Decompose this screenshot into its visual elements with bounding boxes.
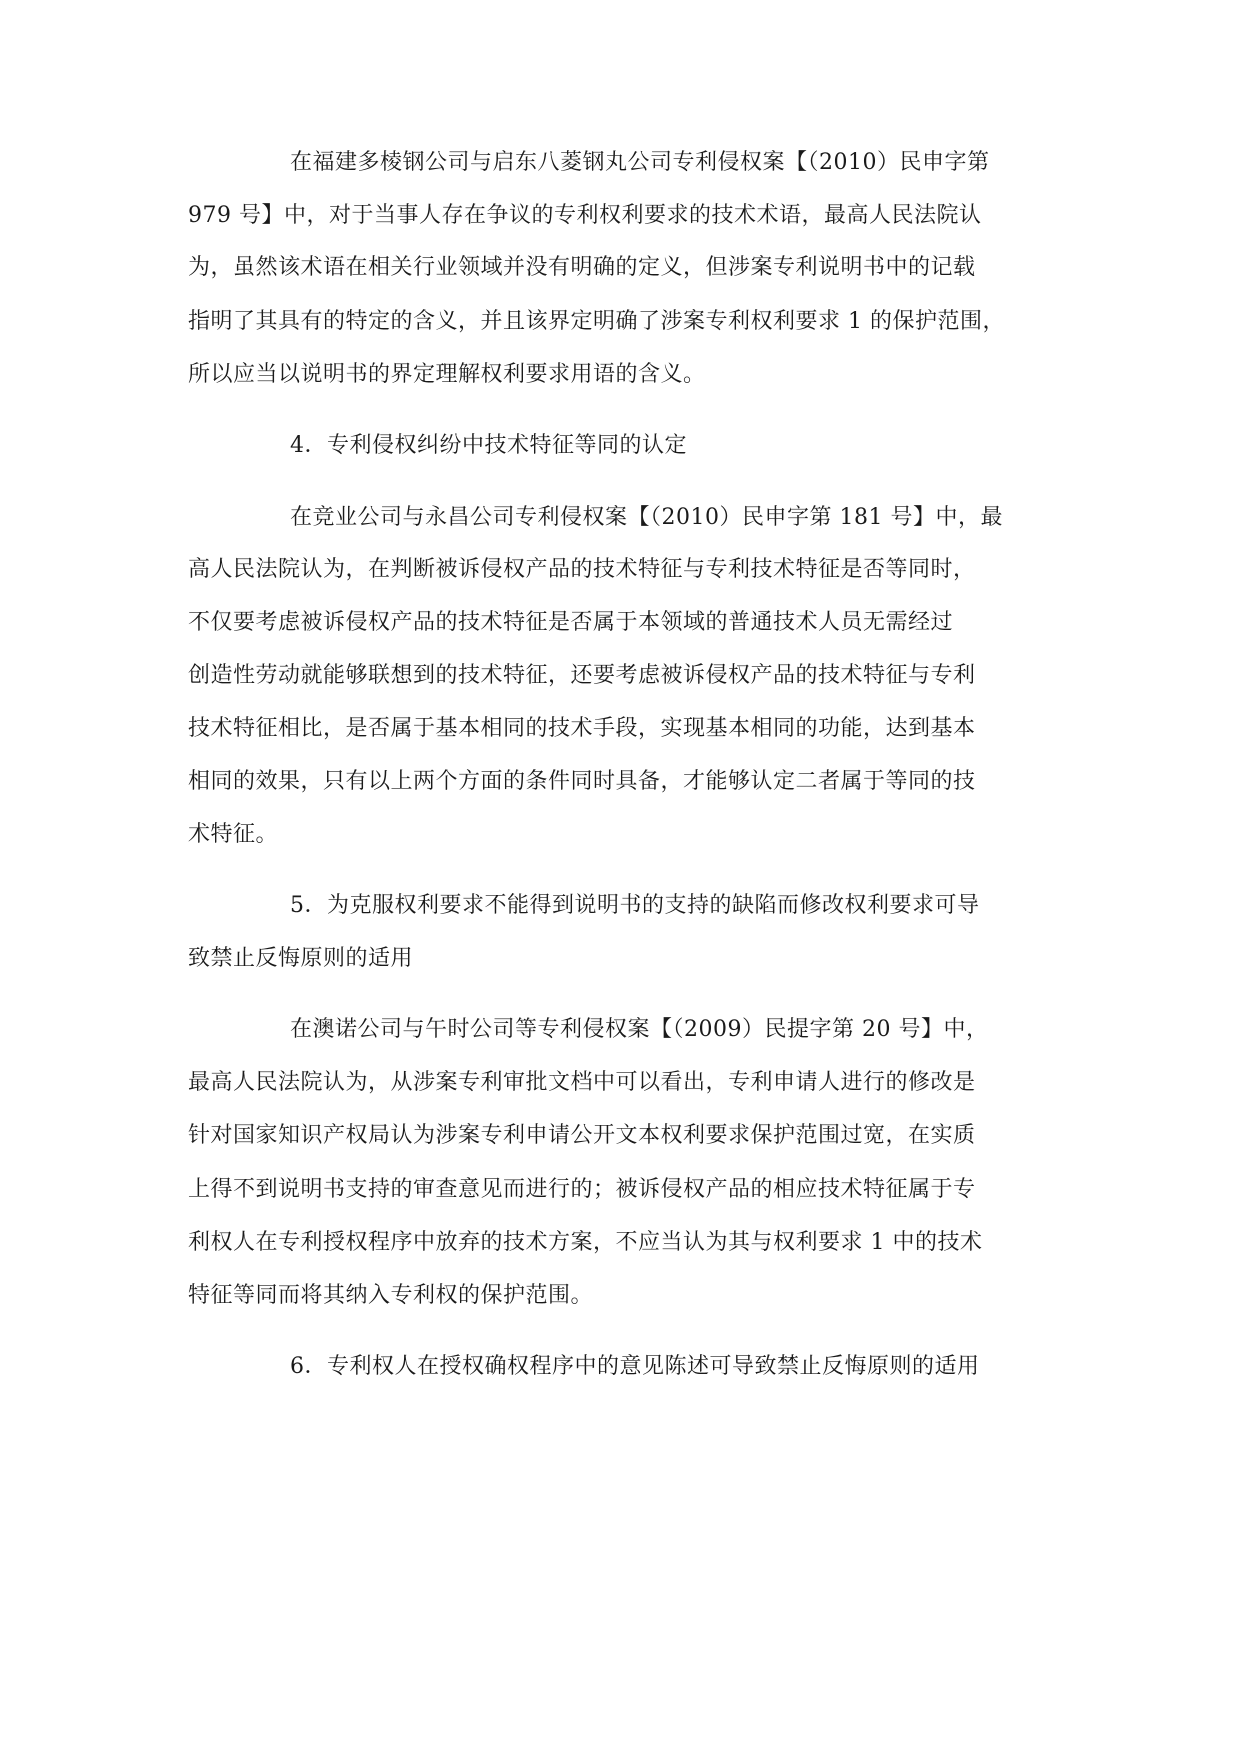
- paragraph-line: 在竞业公司与永昌公司专利侵权案【（2010）民申字第 181 号】中，最: [290, 505, 1003, 530]
- paragraph-line: 上得不到说明书支持的审查意见而进行的；被诉侵权产品的相应技术特征属于专: [188, 1177, 976, 1202]
- paragraph-line: 技术特征相比，是否属于基本相同的技术手段，实现基本相同的功能，达到基本: [188, 716, 976, 741]
- paragraph-line: 979 号】中，对于当事人存在争议的专利权利要求的技术术语，最高人民法院认: [188, 203, 982, 228]
- section-heading: 致禁止反悔原则的适用: [188, 946, 414, 971]
- paragraph-line: 在福建多棱钢公司与启东八菱钢丸公司专利侵权案【（2010）民申字第: [290, 150, 990, 175]
- paragraph-line: 针对国家知识产权局认为涉案专利申请公开文本权利要求保护范围过宽，在实质: [188, 1123, 976, 1148]
- paragraph-line: 在澳诺公司与午时公司等专利侵权案【（2009）民提字第 20 号】中，: [290, 1017, 989, 1042]
- paragraph-line: 术特征。: [188, 822, 279, 847]
- paragraph-line: 所以应当以说明书的界定理解权利要求用语的含义。: [188, 362, 706, 387]
- paragraph-line: 创造性劳动就能够联想到的技术特征，还要考虑被诉侵权产品的技术特征与专利: [188, 663, 976, 688]
- paragraph-line: 不仅要考虑被诉侵权产品的技术特征是否属于本领域的普通技术人员无需经过: [188, 610, 954, 635]
- paragraph-line: 最高人民法院认为，从涉案专利审批文档中可以看出，专利申请人进行的修改是: [188, 1070, 976, 1095]
- section-heading: 6．专利权人在授权确权程序中的意见陈述可导致禁止反悔原则的适用: [290, 1354, 980, 1379]
- paragraph-line: 指明了其具有的特定的含义，并且该界定明确了涉案专利权利要求 1 的保护范围，: [188, 309, 1005, 334]
- paragraph-line: 特征等同而将其纳入专利权的保护范围。: [188, 1283, 594, 1308]
- paragraph-line: 利权人在专利授权程序中放弃的技术方案，不应当认为其与权利要求 1 中的技术: [188, 1230, 983, 1255]
- section-heading: 5．为克服权利要求不能得到说明书的支持的缺陷而修改权利要求可导: [290, 893, 980, 918]
- paragraph-line: 相同的效果，只有以上两个方面的条件同时具备，才能够认定二者属于等同的技: [188, 769, 976, 794]
- paragraph-line: 高人民法院认为，在判断被诉侵权产品的技术特征与专利技术特征是否等同时，: [188, 557, 976, 582]
- section-heading: 4．专利侵权纠纷中技术特征等同的认定: [290, 433, 687, 458]
- paragraph-line: 为，虽然该术语在相关行业领域并没有明确的定义，但涉案专利说明书中的记载: [188, 255, 976, 280]
